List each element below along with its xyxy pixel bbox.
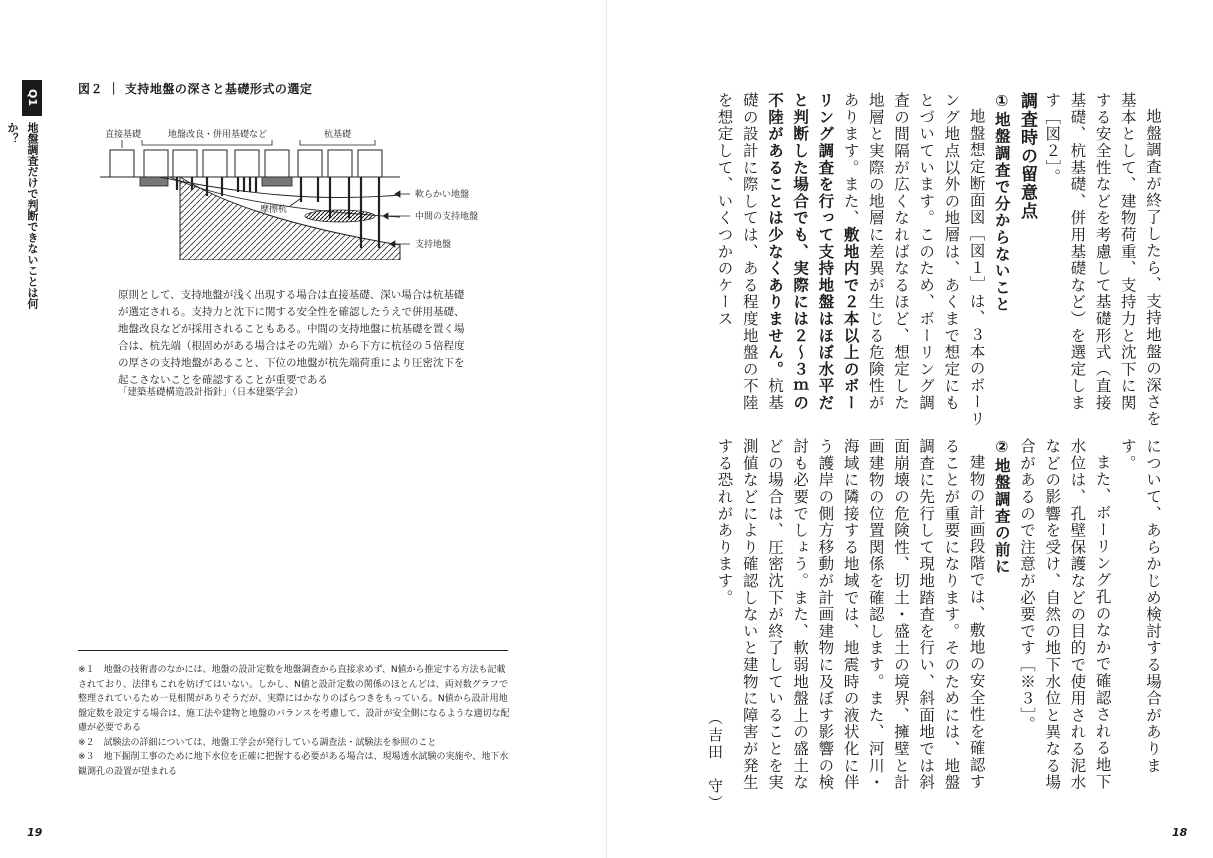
label-support: 支持地盤 [415, 240, 452, 250]
label-pile: 杭基礎 [324, 130, 352, 140]
subheading-2: ②地盤調査の前に [992, 438, 1011, 575]
figure-title: 図２ ｜ 支持地盤の深さと基礎形式の選定 [78, 82, 313, 96]
foundation-diagram [100, 120, 520, 260]
label-direct: 直接基礎 [105, 130, 142, 140]
footnotes [78, 663, 510, 779]
section-heading: 調査時の留意点 [1016, 92, 1037, 221]
page-gutter [606, 0, 607, 858]
paragraph-1-emphasis: 敷地内で２本以上のボーリング調査を行って支持地盤はほぼ水平だと判断した場合でも、実際には２〜３ｍの不陸があることは少なくありません。 [765, 92, 860, 412]
footnote-2: ※２ 試験法の詳細については、地盤工学会が発行している調査法・試験法を参照のこと [78, 737, 437, 748]
page-number-right: 18 [1172, 826, 1188, 839]
intro-paragraph: 地盤調査が終了したら、支持地盤の深さを基本として、建物荷重、支持力と沈下に関する安全性などを考慮して基礎形式（直接基礎、杭基礎、併用基礎など）を選定します［図２］。 [1043, 92, 1162, 427]
page-number-left: 19 [27, 826, 43, 839]
subheading-1: ①地盤調査で分からないこと [992, 92, 1011, 313]
footnote-3: ※３ 地下掘削工事のために地下水位を正確に把握する必要がある場合は、現場透水試験の実施や、地下水観測孔の設置が望まれる [78, 752, 509, 777]
footnote-rule [78, 650, 508, 651]
paragraph-3: また、ボーリング孔のなかで確認される地下水位は、孔壁保護などの目的で使用される泥水などの影響を受け、自然の地下水位と異なる場合があるので注意が必要です［※３］。 [1017, 438, 1112, 791]
footnote-1: ※１ 地盤の技術書のなかには、地盤の設計定数を地盤調査から直接求めず、N値から推定する方法も記載されており、法律もこれを妨げてはいない。しかし、N値と設計定数の関係のほとんどは、両対数グラフで整理されているため一見相関がありそうだが、実際にはかなりのばらつきをもっている。N値から設計用地盤定数を設定する場合は、施工法や建物と地盤のバランスを考慮して、設計が安全側になるような適切な配慮が必要である [78, 665, 510, 733]
paragraph-1: 地盤想定断面図［図１］は、３本のボーリング地点以外の地層は、あくまで想定にもとづいています。このため、ボーリング調査の間隔が広くなればなるほど、想定した地層と実際の地層に差異が生じる危険性があります。また、敷地内で２本以上のボーリング調査を行って支持地盤はほぼ水平だと判断した場合でも、実際には２〜３ｍの不陸があることは少なくありません。杭基礎の設計に際しては、ある程度地盤の不陸を想定して、いくつかのケース [715, 92, 986, 427]
figure-caption: 原則として、支持地盤が浅く出現する場合は直接基礎、深い場合は杭基礎が選定される。支持力と沈下に関する安全性を確認したうえで併用基礎、地盤改良などが採用されることもある。中間の支持地盤に杭基礎を置く場合は、杭先端（根固めがある場合はその先端）から下方に杭径の５倍程度の厚さの支持地盤があること、下位の地盤が杭先端荷重により圧密沈下を起こさないことを確認することが重要である [118, 289, 465, 386]
body-text-bottom [711, 438, 1165, 798]
label-improve: 地盤改良・併用基礎など [168, 130, 268, 140]
body-text-top [711, 92, 1165, 427]
paragraph-2: について、あらかじめ検討する場合があります。 [1118, 438, 1162, 774]
label-soft: 軟らかい地盤 [415, 190, 470, 200]
paragraph-4: 建物の計画段階では、敷地の安全性を確認することが重要になります。そのためには、地盤調査に先行して現地踏査を行い、斜面地では斜面崩壊の危険性、切土・盛土の境界、擁壁と計画建物の位置関係を確認します。また、河川・海域に隣接する地域では、地震時の液状化に伴う護岸の側方移動が計画建物に及ぼす影響の検討も必要でしょう。また、軟弱地盤上の盛土などの場合は、圧密沈下が終了していることを実測値などにより確認しないと建物に障害が発生する恐れがあります。 [715, 438, 986, 791]
label-middle: 中間の支持地盤 [415, 212, 479, 222]
caption-source: 「建築基礎構造設計指針」（日本建築学会） [118, 387, 304, 398]
side-title: 地盤調査だけで判断できないことは何か？ [6, 122, 39, 309]
author: （吉田 守） [706, 710, 724, 812]
question-tab: Q1 [22, 80, 42, 116]
label-friction: 摩擦杭 [260, 205, 288, 215]
